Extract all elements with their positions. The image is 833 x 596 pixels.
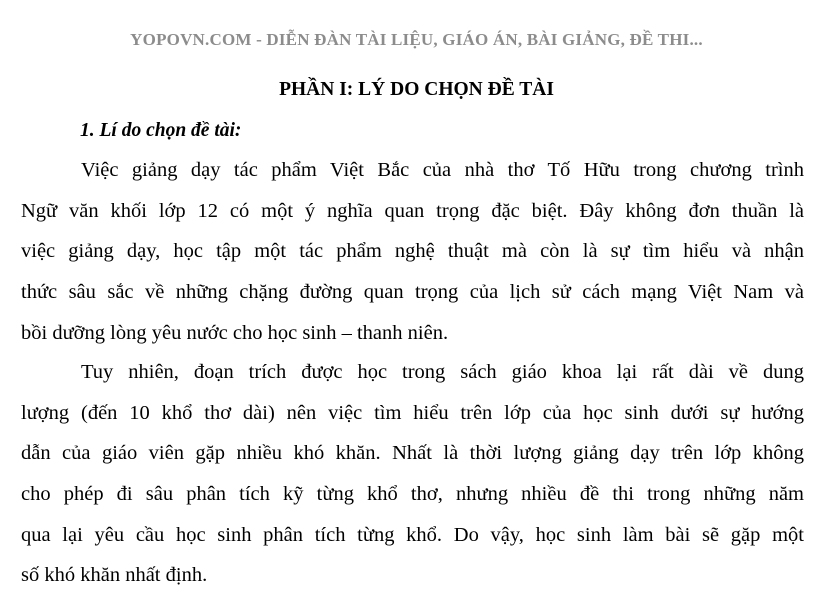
paragraph-line: qua lại yêu cầu học sinh phân tích từng khổ. Do vậy, học sinh làm bài sẽ gặp một: [21, 523, 804, 546]
paragraph-line: bồi dưỡng lòng yêu nước cho học sinh – thanh niên.: [21, 321, 449, 344]
paragraph: [21, 352, 804, 596]
paragraph-line: Ngữ văn khối lớp 12 có một ý nghĩa quan trọng đặc biệt. Đây không đơn thuần là: [21, 199, 804, 222]
paragraph-line: thức sâu sắc về những chặng đường quan trọng của lịch sử cách mạng Việt Nam và: [21, 281, 804, 304]
part-title: PHẦN I: LÝ DO CHỌN ĐỀ TÀI: [279, 79, 554, 100]
paragraph-line: lượng (đến 10 khổ thơ dài) nên việc tìm hiểu trên lớp của học sinh dưới sự hướng: [21, 401, 804, 424]
paragraph-line: số khó khăn nhất định.: [21, 564, 208, 587]
paragraph-line: Việc giảng dạy tác phẩm Việt Bắc của nhà thơ Tố Hữu trong chương trình: [81, 159, 804, 181]
paragraph-line: Tuy nhiên, đoạn trích được học trong sách giáo khoa lại rất dài về dung: [81, 361, 804, 383]
paragraph-line: dẫn của giáo viên gặp nhiều khó khăn. Nhất là thời lượng giảng dạy trên lớp không: [21, 442, 804, 465]
page-header: YOPOVN.COM - DIỄN ĐÀN TÀI LIỆU, GIÁO ÁN, BÀI GIẢNG, ĐỀ THI...: [130, 30, 703, 49]
section-title: 1. Lí do chọn đề tài:: [80, 120, 242, 141]
paragraph: [21, 150, 804, 353]
paragraph-line: cho phép đi sâu phân tích kỹ từng khổ thơ, nhưng nhiều đề thi trong những năm: [21, 483, 804, 506]
paragraph-line: việc giảng dạy, học tập một tác phẩm nghệ thuật mà còn là sự tìm hiểu và nhận: [21, 240, 804, 263]
